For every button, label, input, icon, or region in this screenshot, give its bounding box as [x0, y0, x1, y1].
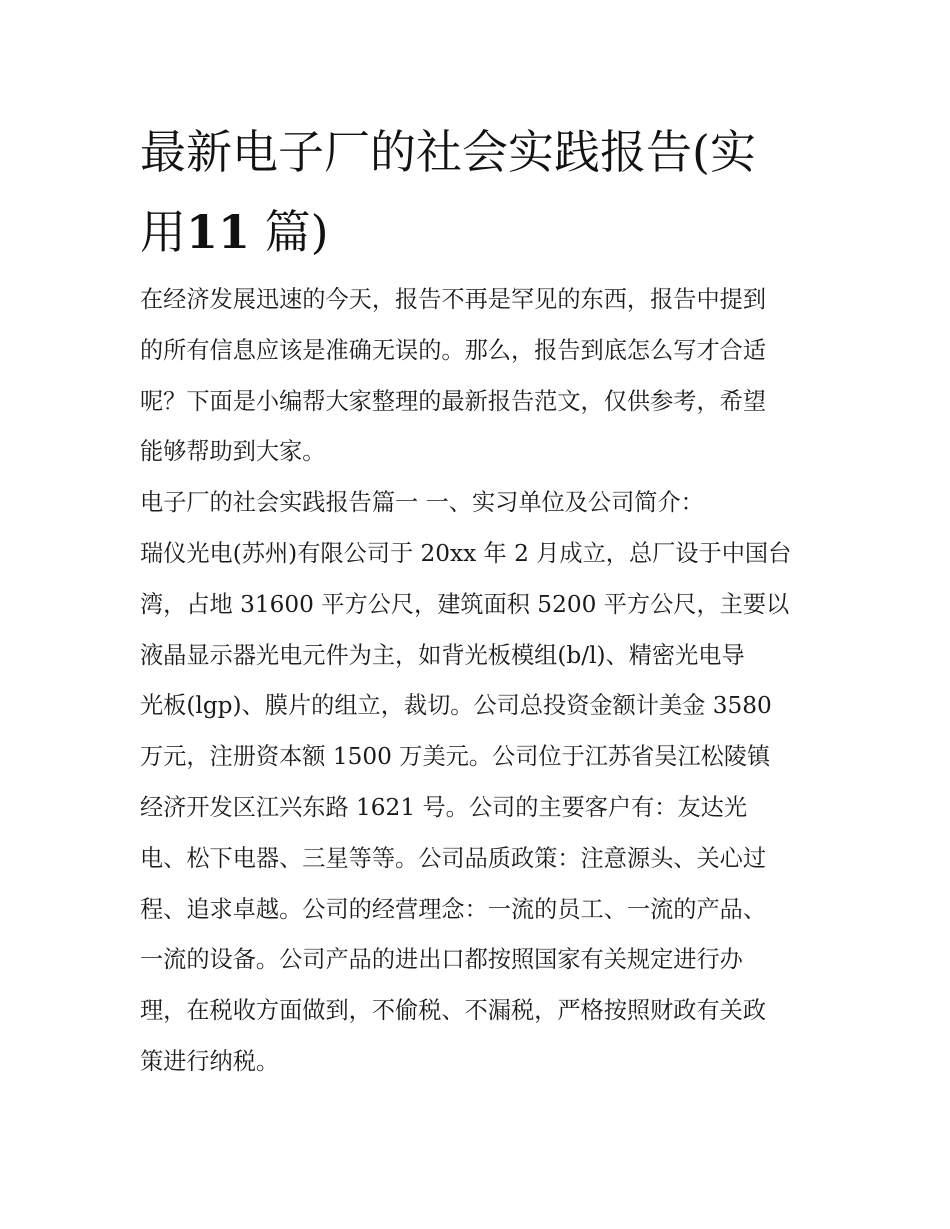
body-line-13: 程、追求卓越。公司的经营理念：一流的员工、一流的产品、 [140, 895, 767, 923]
body-line-1: 在经济发展迅速的今天，报告不再是罕见的东西，报告中提到 [140, 286, 767, 313]
document-body [140, 275, 820, 1088]
document-title [140, 112, 820, 272]
title-line-2-number: 11 [186, 205, 251, 259]
body-line-14: 一流的设备。公司产品的进出口都按照国家有关规定进行办 [140, 946, 743, 974]
body-line-16: 策进行纳税。 [140, 1047, 280, 1075]
body-line-7: 湾，占地 31600 平方公尺，建筑面积 5200 平方公尺，主要以 [140, 590, 790, 618]
body-line-8: 液晶显示器光电元件为主，如背光板模组(b/l)、精密光电导 [140, 641, 745, 669]
title-line-1: 最新电子厂的社会实践报告(实 [140, 125, 756, 179]
body-line-15: 理，在税收方面做到，不偷税、不漏税，严格按照财政有关政 [140, 997, 767, 1025]
body-line-11: 经济开发区江兴东路 1621 号。公司的主要客户有：友达光 [140, 793, 748, 821]
body-line-9: 光板(lgp)、膜片的组立，裁切。公司总投资金额计美金 3580 [140, 692, 772, 720]
body-line-3: 呢？下面是小编帮大家整理的最新报告范文，仅供参考，希望 [140, 387, 767, 415]
body-line-6: 瑞仪光电(苏州)有限公司于 20xx 年 2 月成立，总厂设于中国台 [140, 539, 792, 567]
title-line-2-prefix: 用 [140, 205, 186, 259]
body-line-4: 能够帮助到大家。 [140, 438, 326, 466]
body-line-10: 万元，注册资本额 1500 万美元。公司位于江苏省吴江松陵镇 [140, 743, 771, 771]
body-line-2: 的所有信息应该是准确无误的。那么，报告到底怎么写才合适 [140, 336, 767, 364]
section-heading-line: 电子厂的社会实践报告篇一 一、实习单位及公司简介： [140, 489, 704, 517]
title-line-2-suffix: 篇) [264, 205, 329, 259]
body-line-12: 电、松下电器、三星等等。公司品质政策：注意源头、关心过 [140, 844, 767, 872]
